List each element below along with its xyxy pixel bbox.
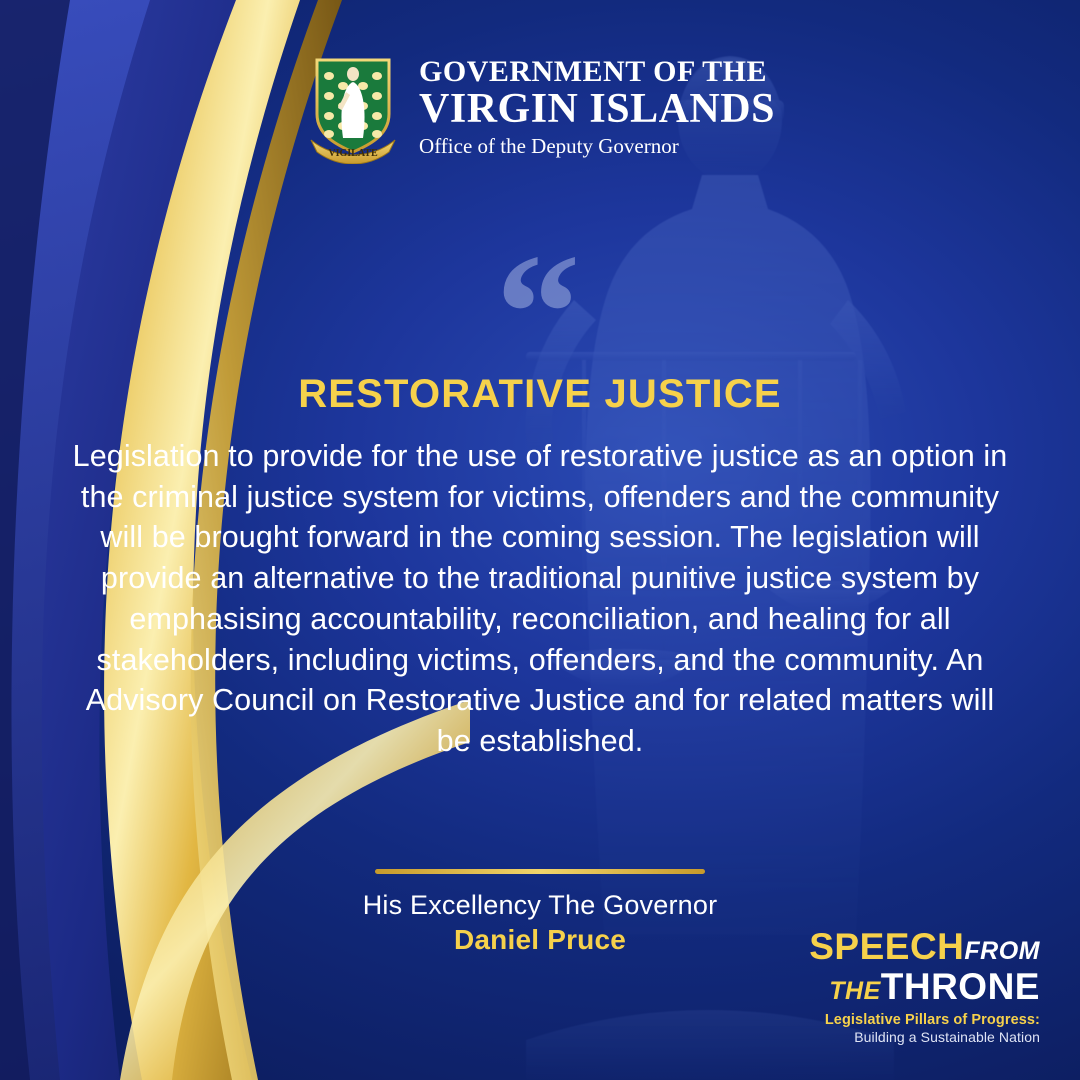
campaign-lockup [809, 925, 1040, 1045]
logo-line-1: GOVERNMENT OF THE [419, 55, 768, 89]
logo-line-3: Office of the Deputy Governor [419, 133, 679, 158]
attribution-name: Daniel Pruce [453, 924, 627, 955]
coat-of-arms-icon [305, 52, 401, 164]
quote-mark-icon: “ [495, 219, 585, 407]
campaign-word-speech: SPEECH [809, 925, 965, 967]
quote-body-text: Legislation to provide for the use of restorative justice as an option in the criminal justice system for victims, offenders and the community will be brought forward in the coming session. The legislation will provide an alternative to the traditional punitive justice system by emphasising accountability, reconciliation, and healing for all stakeholders, including victims, offenders, and the community. An Advisory Council on Restorative Justice and for related matters will be established. [72, 439, 1008, 758]
page-title: RESTORATIVE JUSTICE [298, 372, 782, 416]
logo-line-2: VIRGIN ISLANDS [419, 85, 775, 132]
gold-divider [375, 869, 705, 874]
campaign-line-1 [809, 925, 1040, 967]
campaign-word-the: THE [829, 976, 881, 1005]
campaign-word-from: FROM [964, 936, 1040, 965]
attribution-title: His Excellency The Governor [362, 890, 718, 920]
campaign-line-2 [809, 965, 1040, 1007]
campaign-tagline-2: Building a Sustainable Nation [854, 1029, 1040, 1045]
campaign-word-throne: THRONE [880, 965, 1040, 1007]
campaign-tagline-1: Legislative Pillars of Progress: [824, 1011, 1040, 1028]
svg-text:VIGILATE: VIGILATE [328, 148, 378, 159]
government-logo-lockup [0, 52, 1080, 164]
